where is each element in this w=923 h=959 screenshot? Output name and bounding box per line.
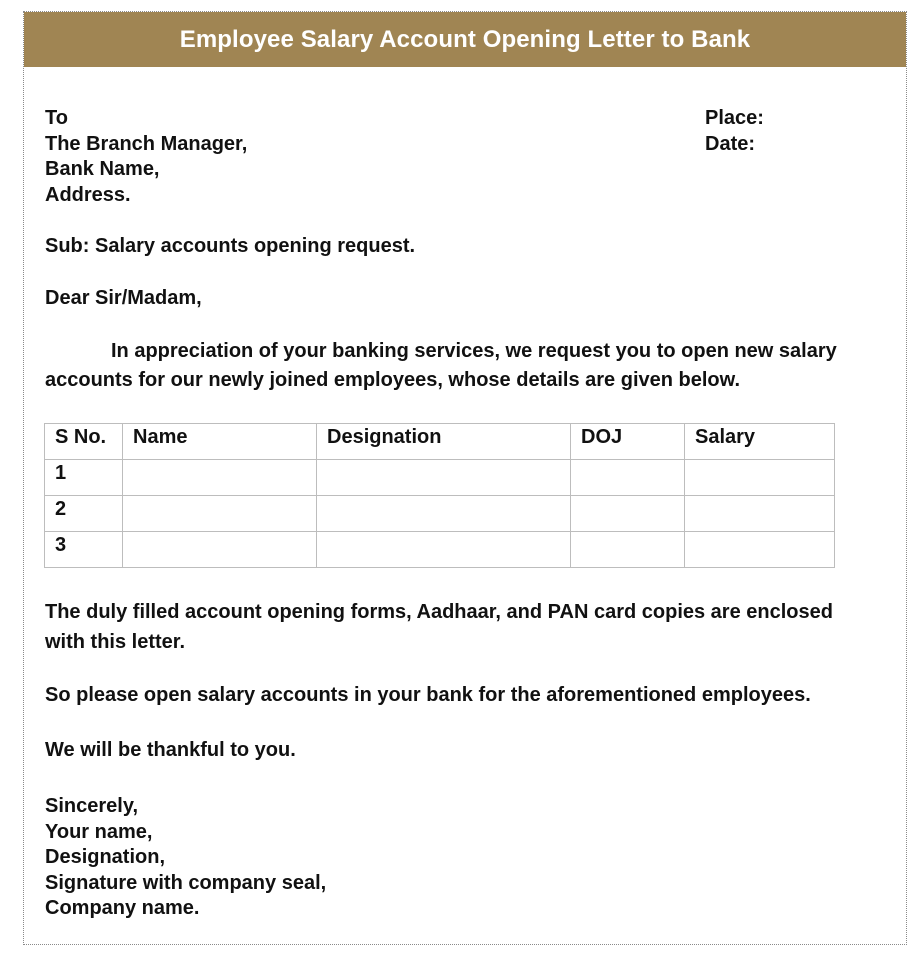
table-row bbox=[45, 532, 835, 568]
address-line-2: Bank Name, bbox=[45, 158, 160, 181]
cell-s-no: 2 bbox=[45, 496, 123, 532]
cell-name bbox=[123, 460, 317, 496]
address-line-1: The Branch Manager, bbox=[45, 132, 248, 155]
cell-designation bbox=[317, 460, 571, 496]
closing-line-5: Company name. bbox=[45, 897, 200, 920]
closing-line-1: Sincerely, bbox=[45, 795, 139, 817]
address-to: To bbox=[45, 107, 68, 129]
date-label: Date: bbox=[705, 132, 756, 155]
header-s-no: S No. bbox=[45, 424, 123, 460]
cell-s-no: 3 bbox=[45, 532, 123, 568]
body-paragraph-3: So please open salary accounts in your bank for the aforementioned employees. bbox=[45, 684, 811, 706]
cell-designation bbox=[317, 532, 571, 568]
body-paragraph-1-text: In appreciation of your banking services, we request you to open new salary accounts for our newly joined employees, whose details are given below. bbox=[45, 340, 837, 391]
cell-name bbox=[123, 496, 317, 532]
letter-frame bbox=[23, 11, 907, 945]
body-paragraph-1 bbox=[45, 337, 865, 395]
page-title: Employee Salary Account Opening Letter to Bank bbox=[24, 12, 906, 67]
header-doj: DOJ bbox=[571, 424, 685, 460]
cell-salary bbox=[685, 532, 835, 568]
address-line-3: Address. bbox=[45, 183, 131, 206]
employee-details-table bbox=[44, 423, 835, 568]
cell-s-no: 1 bbox=[45, 460, 123, 496]
table-header-row bbox=[45, 424, 835, 460]
salutation: Dear Sir/Madam, bbox=[45, 287, 202, 309]
cell-salary bbox=[685, 460, 835, 496]
place-label: Place: bbox=[705, 107, 764, 129]
closing-line-4: Signature with company seal, bbox=[45, 871, 327, 894]
place-date-block bbox=[705, 106, 764, 157]
body-paragraph-2: The duly filled account opening forms, Aadhaar, and PAN card copies are enclosed with this letter. bbox=[45, 601, 833, 653]
table-row bbox=[45, 496, 835, 532]
closing-block bbox=[45, 794, 326, 922]
closing-line-2: Your name, bbox=[45, 820, 153, 843]
cell-doj bbox=[571, 460, 685, 496]
header-name: Name bbox=[123, 424, 317, 460]
cell-doj bbox=[571, 532, 685, 568]
header-designation: Designation bbox=[317, 424, 571, 460]
cell-name bbox=[123, 532, 317, 568]
header-salary: Salary bbox=[685, 424, 835, 460]
body-paragraph-4: We will be thankful to you. bbox=[45, 739, 296, 761]
cell-salary bbox=[685, 496, 835, 532]
closing-line-3: Designation, bbox=[45, 846, 166, 869]
subject-line: Sub: Salary accounts opening request. bbox=[45, 235, 416, 257]
recipient-address bbox=[45, 106, 247, 208]
cell-designation bbox=[317, 496, 571, 532]
table-row bbox=[45, 460, 835, 496]
cell-doj bbox=[571, 496, 685, 532]
